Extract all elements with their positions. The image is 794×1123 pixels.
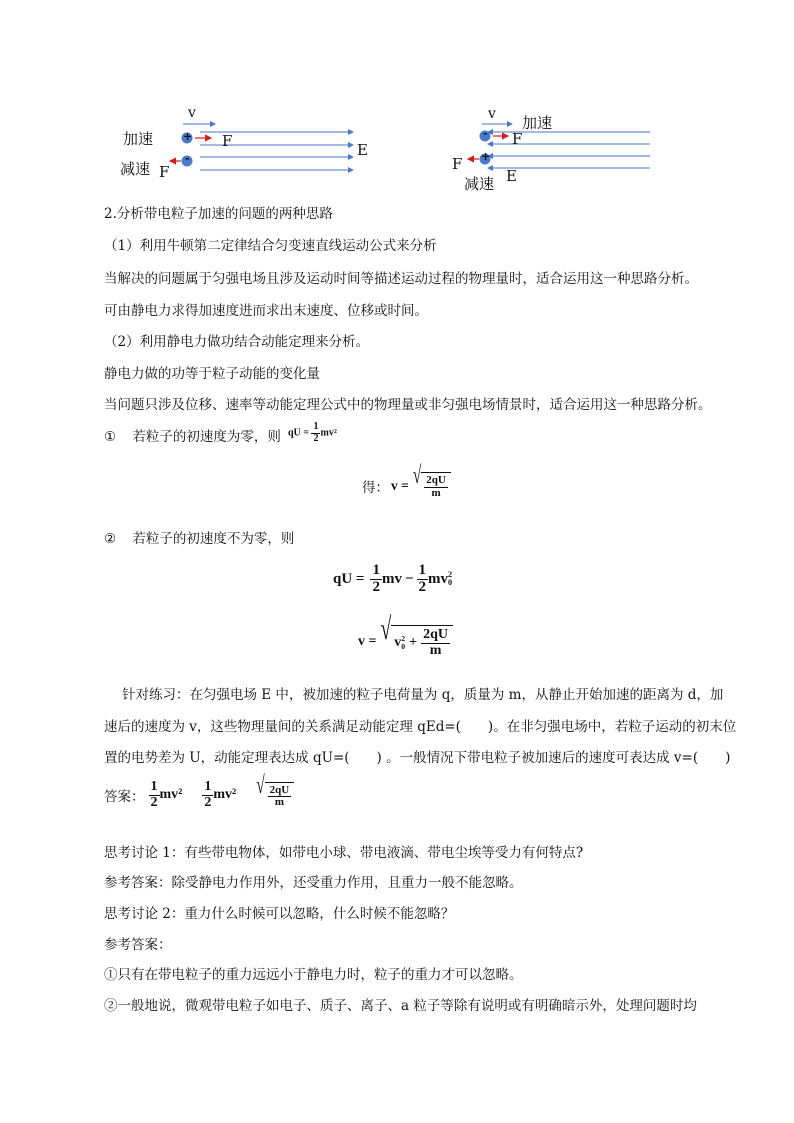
force-label-bottom: F [159,163,170,181]
fraction-half: $\frac{1}{2}$ [372,562,380,595]
velocity-label: v [488,106,496,122]
method-1-heading: （1）利用牛顿第二定律结合匀变速直线运动公式来分析 [104,238,437,254]
discussion-2-answer-2: ②一般地说，微观带电粒子如电子、质子、离子、a 粒子等除有说明或有明确暗示外，处理问题时均 [104,998,697,1014]
negative-charge-sign: - [185,152,190,165]
case-1 [104,428,281,446]
section-heading: 2.分析带电粒子加速的问题的两种思路 [104,206,333,222]
negative-charge-sign: - [483,127,488,140]
field-label: E [506,167,517,185]
case-2-text: 若粒子的初速度不为零，则 [132,531,295,547]
minus-operator: − [404,570,414,587]
practice-line-1: 针对练习：在匀强电场 E 中，被加速的粒子电荷量为 q，质量为 m，从静止开始加速的距离为 d，加 [122,687,724,703]
fraction-half: $\frac{1}{2}$ [418,562,427,595]
term-mv0-squared: mv 2 0 [428,570,453,588]
force-label-top: F [222,132,233,150]
discussion-1-answer: 参考答案：除受静电力作用外，还受重力作用，且重力一般不能忽略。 [104,875,523,891]
decelerate-label: 减速 [464,175,495,193]
method-1-desc-2: 可由静电力求得加速度进而求出末速度、位移或时间。 [104,303,428,319]
result-1 [362,462,451,499]
result-lhs: v = [391,477,409,493]
diagram-left [115,105,385,190]
positive-charge-sign: + [481,150,491,163]
field-label: E [357,141,368,159]
discussion-2-answer-label: 参考答案： [104,937,172,953]
practice-line-2: 速后的速度为 v，这些物理量间的关系满足动能定理 qEd=( )。在非匀强电场中，若粒子运动的初末位 [104,719,737,735]
method-2-desc-2: 当问题只涉及位移、速率等动能定理公式中的物理量或非匀强电场情景时，适合运用这一种思路分析。 [104,397,712,413]
fraction-half: $\frac{1}{2}$ [313,421,319,444]
positive-charge-sign: + [183,130,193,143]
answer-3: √ $\frac{2qU}{m}$ [256,782,294,809]
answer-label: 答案： [104,789,145,806]
accelerate-label: 加速 [123,130,154,148]
term-mv: mv [381,570,402,587]
velocity-equation [358,613,453,658]
velocity-lhs: v = [358,633,377,649]
case-2 [104,530,294,548]
practice-line-3: 置的电势差为 U，动能定理表达成 qU=( ) 。一般情况下带电粒子被加速后的速度可表达成 v=( ) [104,750,731,766]
case-1-formula [288,422,337,444]
energy-equation [333,563,452,596]
method-2-heading: （2）利用静电力做功结合动能定理来分析。 [104,334,370,350]
formula-lhs: qU = [288,427,309,439]
force-label-top: F [512,130,523,148]
equation-lhs: qU = [333,570,365,587]
force-label-bottom: F [452,155,463,173]
formula-mv2: mv² [320,427,337,439]
sqrt-expression: √ $\frac{2qU}{m}$ [413,472,451,499]
discussion-1-question: 思考讨论 1：有些带电物体，如带电小球、带电液滴、带电尘埃等受力有何特点? [104,845,584,861]
method-2-desc-1: 静电力做的功等于粒子动能的变化量 [104,366,320,382]
method-1-desc-1: 当解决的问题属于匀强电场且涉及运动时间等描述运动过程的物理量时，适合运用这一种思路分析。 [104,271,698,287]
discussion-2-answer-1: ①只有在带电粒子的重力远远小于静电力时，粒子的重力才可以忽略。 [104,967,523,983]
accelerate-label: 加速 [522,114,553,132]
sqrt-expression: √ v 2 0 + $\frac{2qU}{m}$ [380,625,453,658]
answer-row [104,771,294,810]
case-1-text: 若粒子的初速度为零，则 [132,429,281,445]
velocity-label: v [188,105,196,121]
answer-1: $\frac{1}{2}$ mv² [150,779,183,810]
case-1-marker: ① [104,429,117,445]
answer-2: $\frac{1}{2}$ mv² [204,779,237,810]
result-label: 得： [362,479,389,496]
diagram-right [448,105,658,193]
case-2-marker: ② [104,531,117,547]
field-lines-left [115,105,385,190]
discussion-2-question: 思考讨论 2：重力什么时候可以忽略，什么时候不能忽略？ [104,906,455,922]
decelerate-label: 减速 [120,160,151,178]
